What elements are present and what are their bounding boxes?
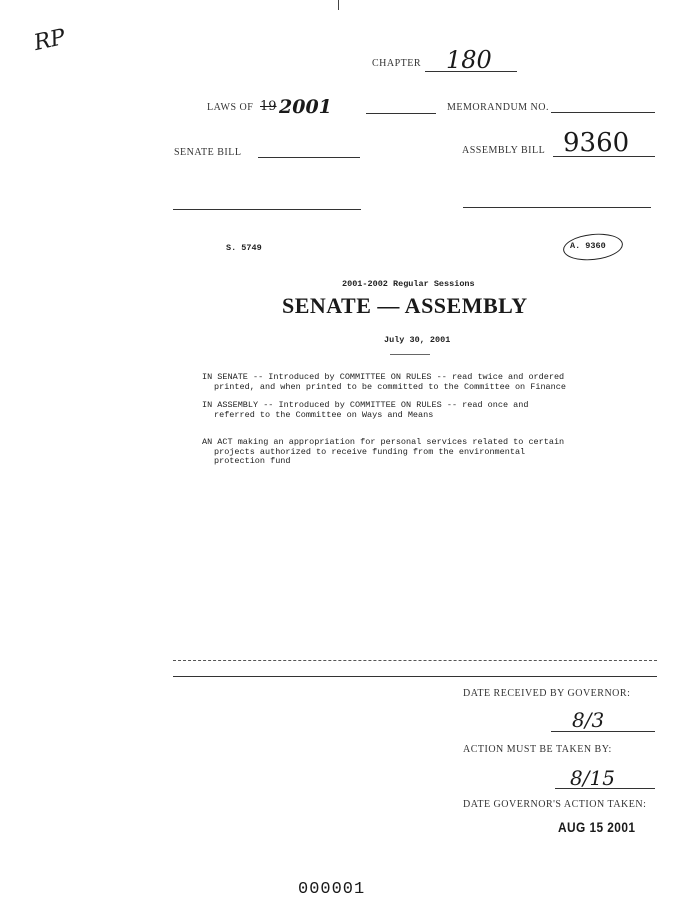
act-description [202,438,640,467]
assembly-intro-line-2: referred to the Committee on Ways and Means [214,409,434,420]
document-title: SENATE — ASSEMBLY [282,293,528,318]
margin-note: RP [31,25,68,56]
chapter-value: 180 [446,46,492,74]
senate-introduction [202,373,640,392]
document-date: July 30, 2001 [384,335,451,345]
assembly-bill-number: A. 9360 [570,241,606,251]
assembly-introduction [202,401,640,420]
action-by-label: ACTION MUST BE TAKEN BY: [463,744,612,755]
senate-bill-number: S. 5749 [226,243,262,253]
date-received-line [551,731,655,732]
act-line-2: projects authorized to receive funding from the environmental [214,446,526,457]
action-by-line [555,788,655,789]
action-by-value: 8/15 [570,766,615,790]
act-line-3: protection fund [214,456,291,466]
date-received-value: 8/3 [572,708,605,732]
page-number: 000001 [298,880,366,899]
senate-intro-line-2: printed, and when printed to be committed to the Committee on Finance [214,381,566,392]
blank-line-left [173,209,361,210]
act-line-1: AN ACT making an appropriation for personal services related to certain [202,437,565,447]
top-tick [338,0,339,10]
sessions-line: 2001-2002 Regular Sessions [342,279,475,289]
action-taken-stamp: AUG 15 2001 [558,819,636,835]
senate-bill-label: SENATE BILL [174,147,242,158]
laws-label: LAWS OF [207,102,254,113]
memorandum-line [551,112,655,113]
senate-intro-line-1: IN SENATE -- Introduced by COMMITTEE ON RULES -- read twice and ordered [202,372,565,382]
assembly-bill-value: 9360 [563,128,630,158]
action-taken-label: DATE GOVERNOR'S ACTION TAKEN: [463,799,647,810]
date-received-label: DATE RECEIVED BY GOVERNOR: [463,688,631,699]
date-underline [390,354,430,355]
senate-bill-line [258,157,360,158]
assembly-intro-line-1: IN ASSEMBLY -- Introduced by COMMITTEE ON RULES -- read once and [202,400,529,410]
separator-solid [173,676,657,677]
laws-year: 2001 [279,96,332,118]
separator-dashed [173,660,657,661]
blank-line-right [463,207,651,208]
laws-struck: 19 [260,99,277,114]
assembly-bill-label: ASSEMBLY BILL [462,145,546,156]
memorandum-label: MEMORANDUM NO. [447,102,550,113]
chapter-label: CHAPTER [372,58,422,69]
laws-line [366,113,436,114]
